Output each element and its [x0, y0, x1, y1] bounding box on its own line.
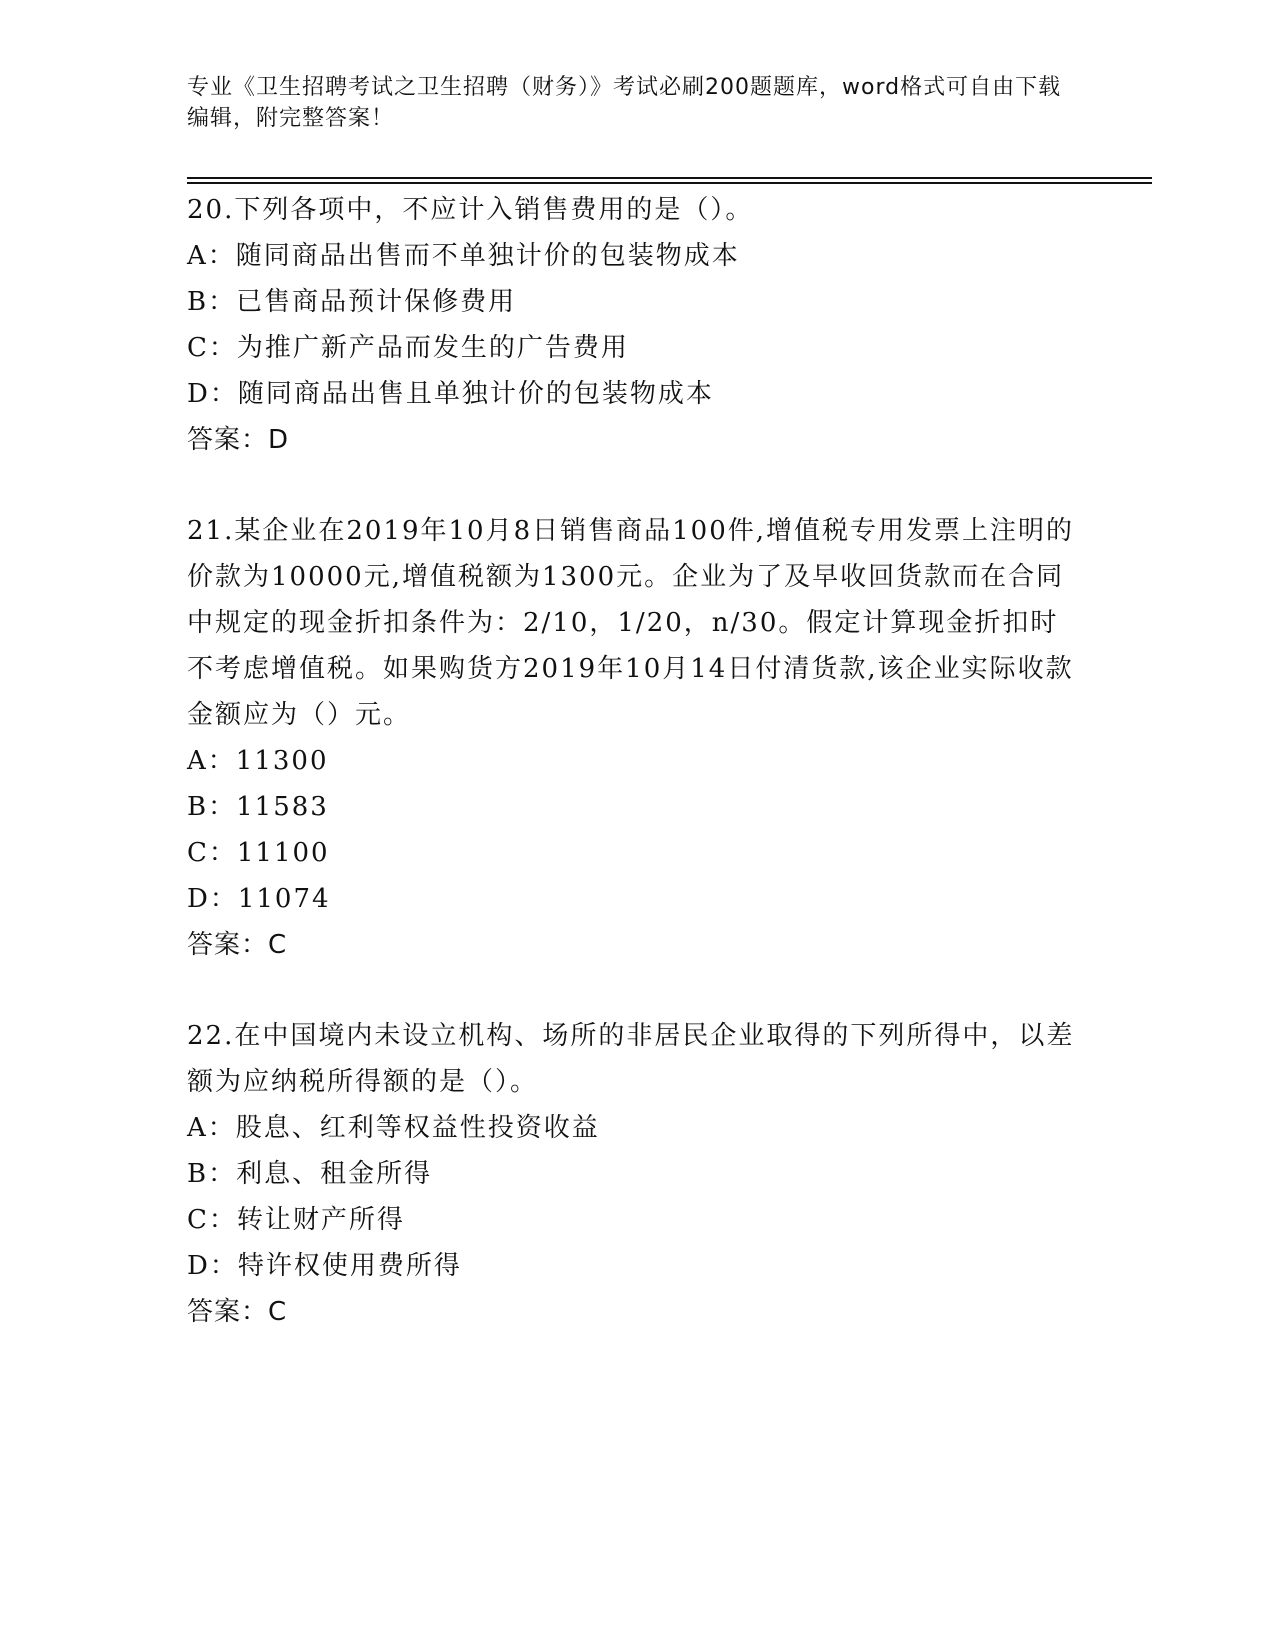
- question-22: [187, 1013, 1077, 1335]
- option-a: A：11300: [187, 746, 329, 776]
- answer-line: 答案：C: [187, 930, 288, 960]
- option-a: A：股息、红利等权益性投资收益: [187, 1113, 600, 1143]
- option-d: D：随同商品出售且单独计价的包装物成本: [187, 379, 714, 409]
- question-stem: 20.下列各项中，不应计入销售费用的是（）。: [187, 195, 754, 225]
- header-rule-bottom: [187, 182, 1152, 184]
- option-b: B：已售商品预计保修费用: [187, 287, 517, 317]
- option-c: C：转让财产所得: [187, 1205, 405, 1235]
- option-c: C：为推广新产品而发生的广告费用: [187, 333, 629, 363]
- answer-line: 答案：C: [187, 1297, 288, 1327]
- option-a: A：随同商品出售而不单独计价的包装物成本: [187, 241, 740, 271]
- option-d: D：特许权使用费所得: [187, 1251, 462, 1281]
- question-stem: 22.在中国境内未设立机构、场所的非居民企业取得的下列所得中，以差额为应纳税所得额的是（）。: [187, 1021, 1075, 1097]
- answer-line: 答案：D: [187, 425, 290, 455]
- question-spacer: [187, 968, 1077, 1013]
- document-header: 专业《卫生招聘考试之卫生招聘（财务）》考试必刷200题题库，word格式可自由下载编辑，附完整答案！: [187, 75, 1062, 131]
- question-20: [187, 187, 1077, 463]
- option-b: B：11583: [187, 792, 329, 822]
- header-rule-top: [187, 177, 1152, 179]
- question-list: [187, 187, 1077, 1335]
- option-c: C：11100: [187, 838, 330, 868]
- question-21: [187, 508, 1077, 968]
- question-spacer: [187, 463, 1077, 508]
- option-b: B：利息、租金所得: [187, 1159, 433, 1189]
- option-d: D：11074: [187, 884, 331, 914]
- question-stem: 21.某企业在2019年10月8日销售商品100件,增值税专用发票上注明的价款为10000元,增值税额为1300元。企业为了及早收回货款而在合同中规定的现金折扣条件为：2/10，1/20，n/30。假定计算现金折扣时不考虑增值税。如果购货方2019年10月14日付清货款,该企业实际收款金额应为（）元。: [187, 516, 1075, 730]
